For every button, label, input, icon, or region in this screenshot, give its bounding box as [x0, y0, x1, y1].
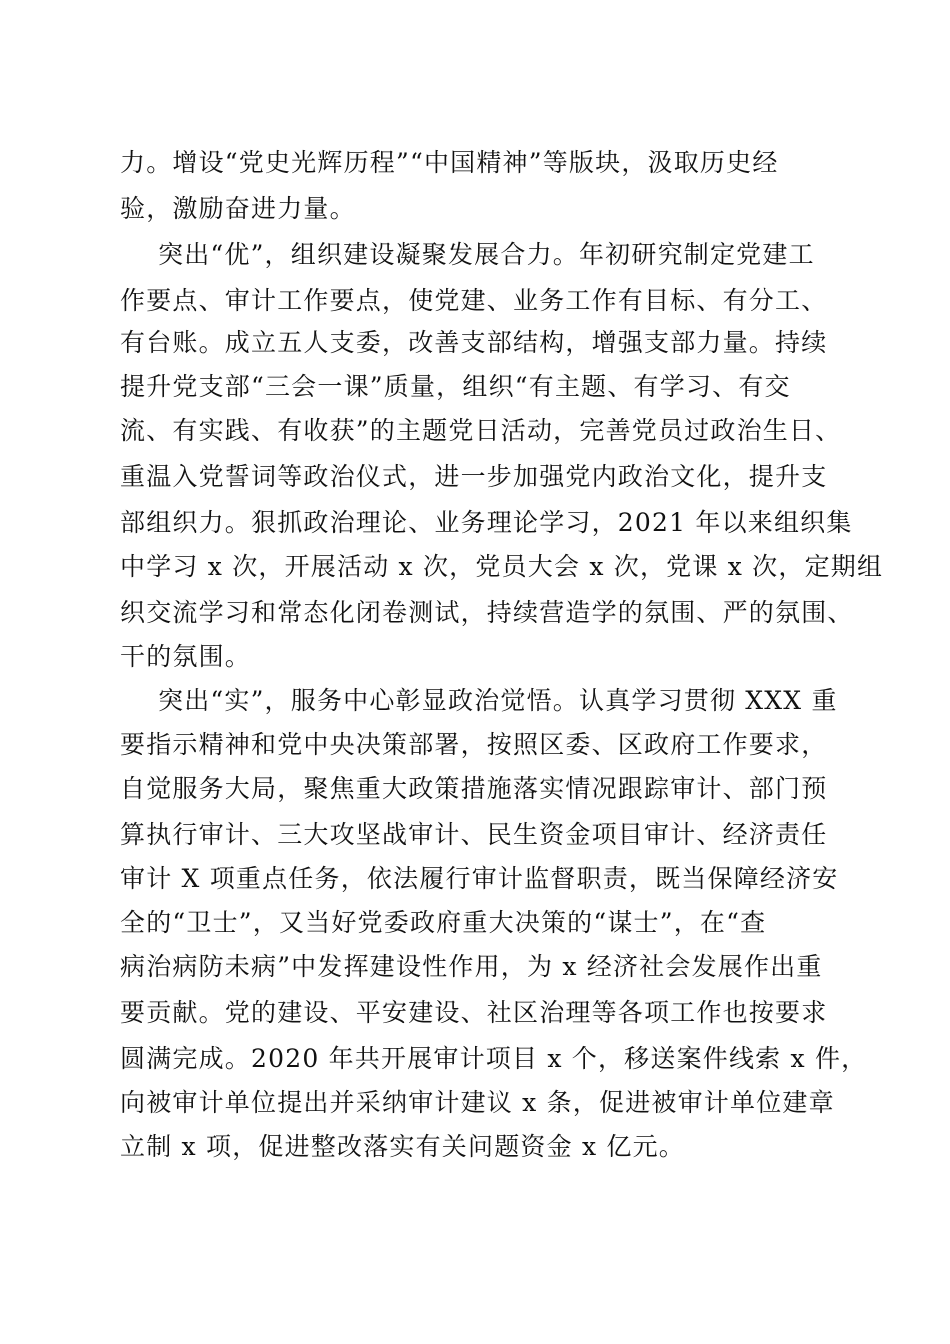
text-line: 审计 X 项重点任务，依法履行审计监督职责，既当保障经济安: [120, 864, 839, 893]
text-line: 重温入党誓词等政治仪式，进一步加强党内政治文化，提升支: [120, 462, 828, 491]
text-line: 织交流学习和常态化闭卷测试，持续营造学的氛围、严的氛围、: [120, 598, 854, 627]
text-line: 流、有实践、有收获”的主题党日活动，完善党员过政治生日、: [120, 416, 842, 445]
text-line: 立制 x 项，促进整改落实有关问题资金 x 亿元。: [120, 1132, 685, 1161]
text-line: 力。增设“党史光辉历程”“中国精神”等版块，汲取历史经: [120, 148, 779, 177]
text-line: 中学习 x 次，开展活动 x 次，党员大会 x 次，党课 x 次，定期组: [120, 552, 884, 581]
text-line: 作要点、审计工作要点，使党建、业务工作有目标、有分工、: [120, 286, 828, 315]
text-line: 向被审计单位提出并采纳审计建议 x 条，促进被审计单位建章: [120, 1088, 835, 1117]
text-line: 有台账。成立五人支委，改善支部结构，增强支部力量。持续: [120, 328, 828, 357]
text-line: 圆满完成。2020 年共开展审计项目 x 个，移送案件线索 x 件，: [120, 1044, 868, 1073]
text-line: 要指示精神和党中央决策部署，按照区委、区政府工作要求，: [120, 730, 828, 759]
paragraph-first-line: 突出“实”，服务中心彰显政治觉悟。认真学习贯彻 XXX 重: [158, 686, 838, 715]
text-line: 要贡献。党的建设、平安建设、社区治理等各项工作也按要求: [120, 998, 828, 1027]
text-line: 提升党支部“三会一课”质量，组织“有主题、有学习、有交: [120, 372, 791, 401]
text-line: 验，激励奋进力量。: [120, 194, 356, 223]
paragraph-first-line: 突出“优”，组织建设凝聚发展合力。年初研究制定党建工: [158, 240, 815, 269]
text-line: 全的“卫士”，又当好党委政府重大决策的“谋士”，在“查: [120, 908, 767, 937]
text-line: 算执行审计、三大攻坚战审计、民生资金项目审计、经济责任: [120, 820, 828, 849]
text-line: 病治病防未病”中发挥建设性作用，为 x 经济社会发展作出重: [120, 952, 823, 981]
text-line: 干的氛围。: [120, 642, 252, 671]
text-line: 部组织力。狠抓政治理论、业务理论学习，2021 年以来组织集: [120, 508, 853, 537]
text-line: 自觉服务大局，聚焦重大政策措施落实情况跟踪审计、部门预: [120, 774, 828, 803]
